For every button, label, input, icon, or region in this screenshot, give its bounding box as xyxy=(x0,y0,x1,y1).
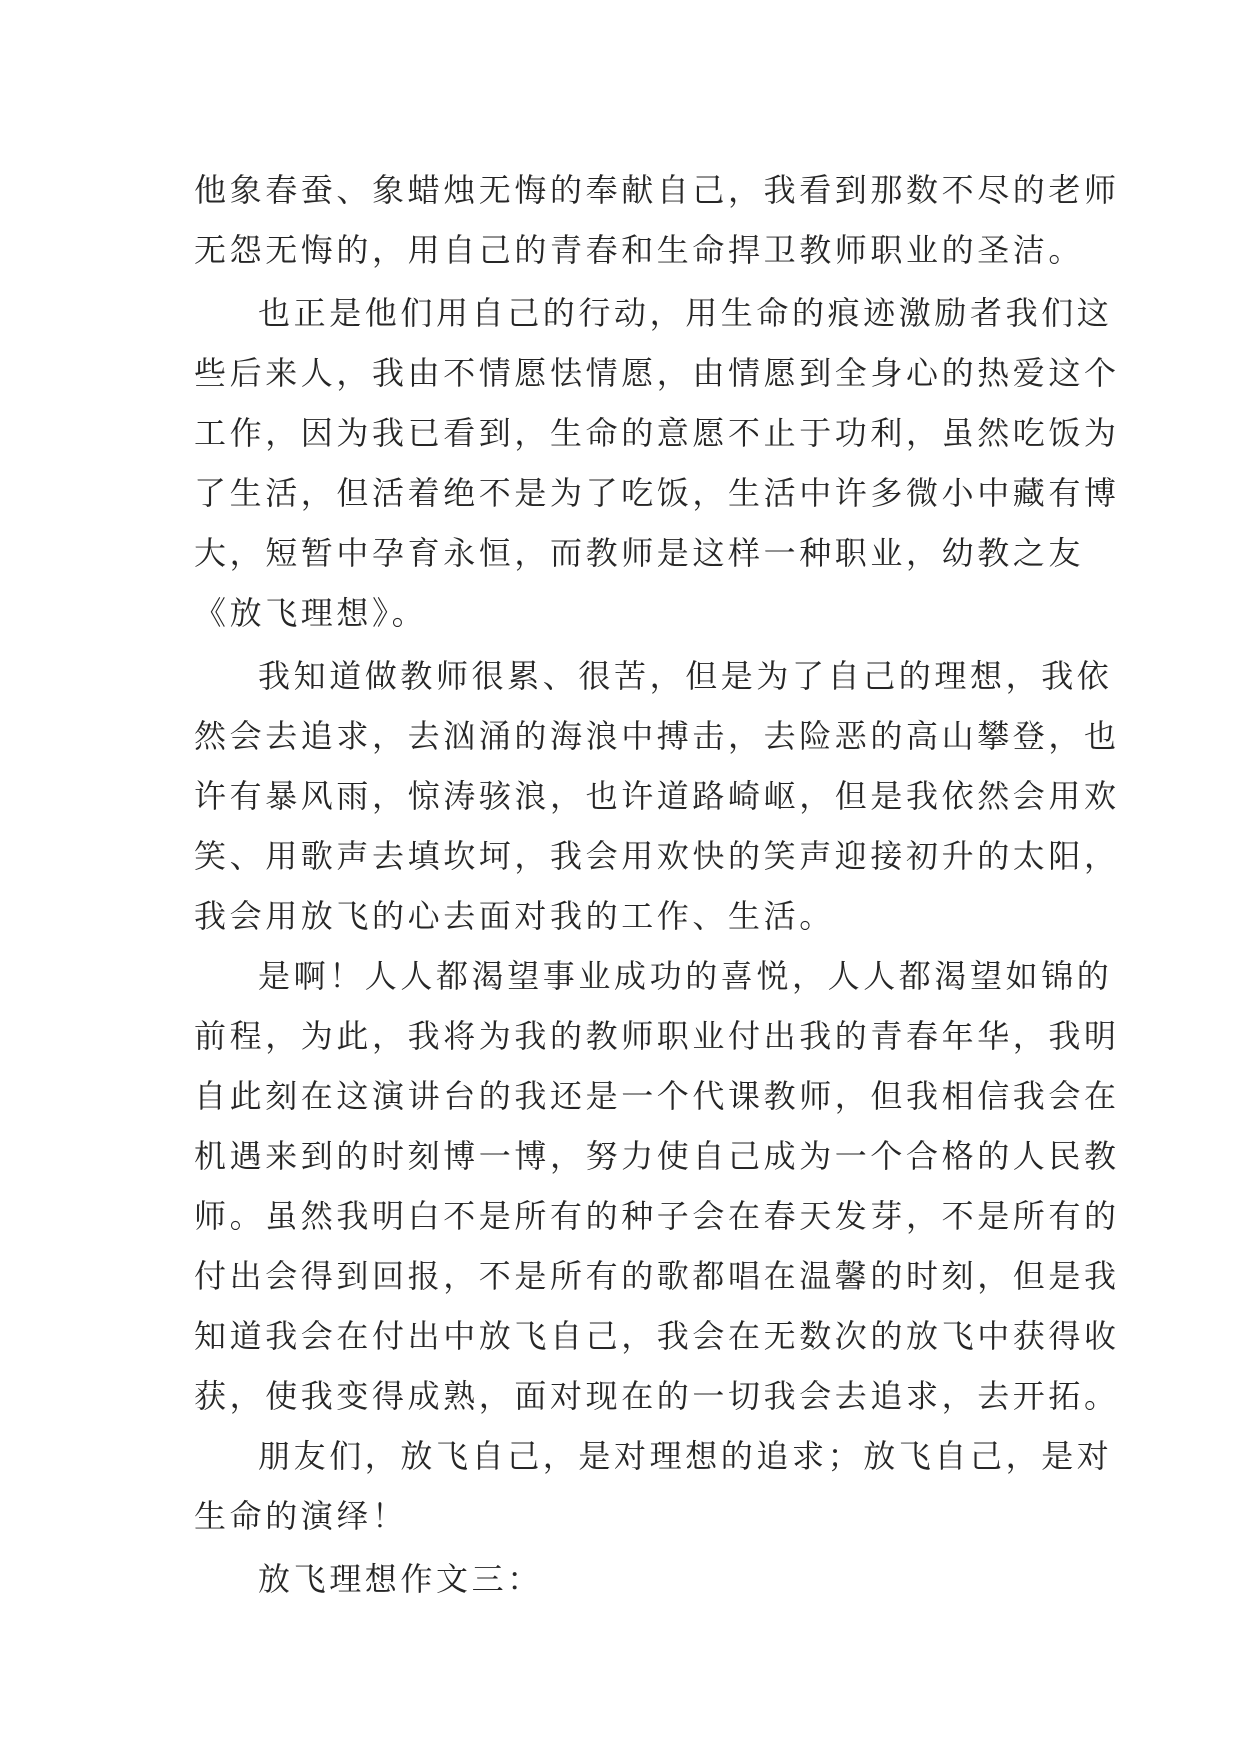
paragraph-start-line: 也正是他们用自己的行动，用生命的痕迹激励者我们这 xyxy=(258,294,1113,332)
text-line: 工作，因为我已看到，生命的意愿不止于功利，虽然吃饭为 xyxy=(194,414,1120,452)
paragraph-start-line: 朋友们，放飞自己，是对理想的追求；放飞自己，是对 xyxy=(258,1437,1113,1475)
text-line: 自此刻在这演讲台的我还是一个代课教师，但我相信我会在 xyxy=(194,1077,1120,1115)
text-line: 我会用放飞的心去面对我的工作、生活。 xyxy=(194,897,835,935)
text-line: 获，使我变得成熟，面对现在的一切我会去追求，去开拓。 xyxy=(194,1377,1120,1415)
text-line: 生命的演绎！ xyxy=(194,1497,408,1535)
text-line: 《放飞理想》。 xyxy=(194,594,428,632)
text-line: 笑、用歌声去填坎坷，我会用欢快的笑声迎接初升的太阳， xyxy=(194,837,1120,875)
text-line: 然会去追求，去汹涌的海浪中搏击，去险恶的高山攀登，也 xyxy=(194,717,1120,755)
paragraph-start-line: 我知道做教师很累、很苦，但是为了自己的理想，我依 xyxy=(258,657,1113,695)
text-line: 他象春蚕、象蜡烛无悔的奉献自己，我看到那数不尽的老师 xyxy=(194,171,1120,209)
text-line: 无怨无悔的，用自己的青春和生命捍卫教师职业的圣洁。 xyxy=(194,231,1085,269)
text-line: 些后来人，我由不情愿怯情愿，由情愿到全身心的热爱这个 xyxy=(194,354,1120,392)
section-heading-line: 放飞理想作文三： xyxy=(258,1560,543,1598)
document-body xyxy=(194,160,1120,1609)
text-line: 许有暴风雨，惊涛骇浪，也许道路崎岖，但是我依然会用欢 xyxy=(194,777,1120,815)
paragraph-start-line: 是啊！人人都渴望事业成功的喜悦，人人都渴望如锦的 xyxy=(258,957,1113,995)
text-line: 付出会得到回报，不是所有的歌都唱在温馨的时刻，但是我 xyxy=(194,1257,1120,1295)
text-line: 机遇来到的时刻博一博，努力使自己成为一个合格的人民教 xyxy=(194,1137,1120,1175)
text-line: 了生活，但活着绝不是为了吃饭，生活中许多微小中藏有博 xyxy=(194,474,1120,512)
text-line: 知道我会在付出中放飞自己，我会在无数次的放飞中获得收 xyxy=(194,1317,1120,1355)
text-line: 师。虽然我明白不是所有的种子会在春天发芽，不是所有的 xyxy=(194,1197,1120,1235)
text-line: 前程，为此，我将为我的教师职业付出我的青春年华，我明 xyxy=(194,1017,1120,1055)
text-line: 大，短暂中孕育永恒，而教师是这样一种职业，幼教之友 xyxy=(194,534,1085,572)
